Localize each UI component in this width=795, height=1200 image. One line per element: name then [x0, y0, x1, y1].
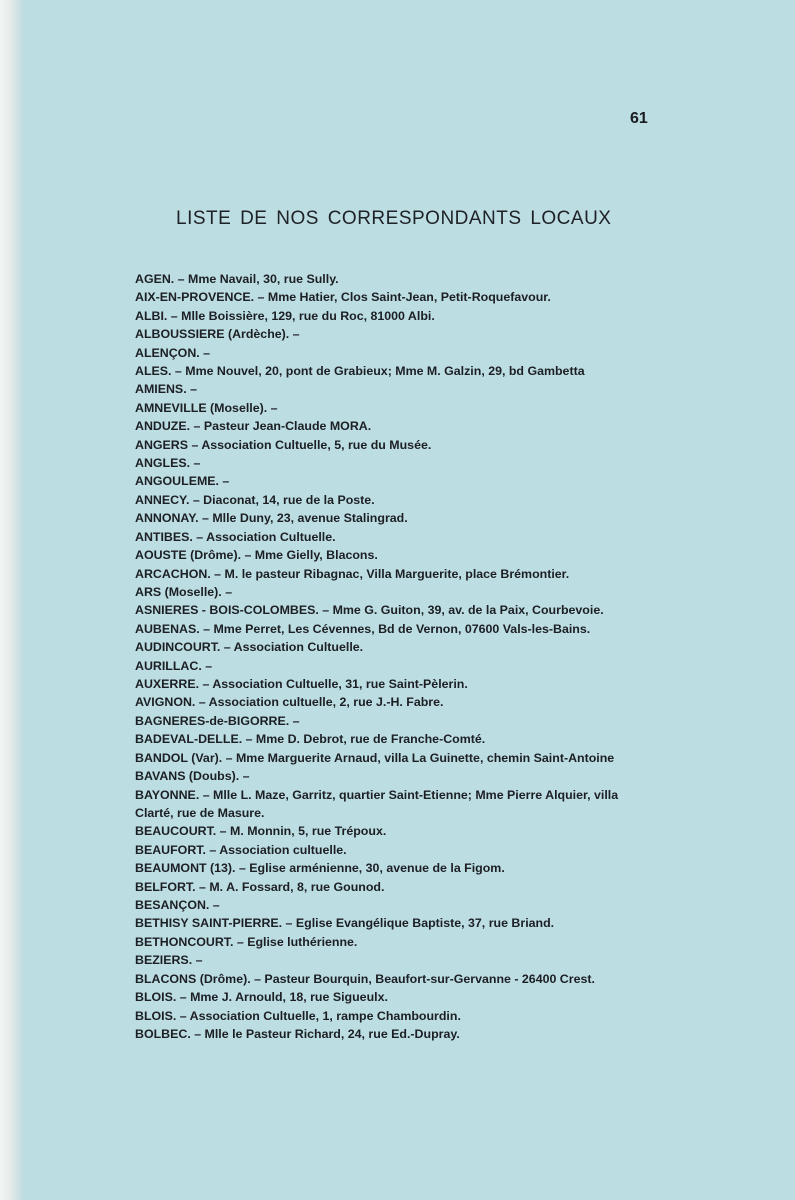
- correspondents-list-b: [135, 712, 785, 1043]
- list-item: BELFORT. – M. A. Fossard, 8, rue Gounod.: [135, 879, 385, 894]
- list-item: BETHONCOURT. – Eglise luthérienne.: [135, 934, 358, 949]
- list-item: AUBENAS. – Mme Perret, Les Cévennes, Bd de Vernon, 07600 Vals-les-Bains.: [135, 621, 591, 636]
- list-item: BLOIS. – Mme J. Arnould, 18, rue Sigueulx.: [135, 990, 388, 1005]
- list-item: ALES. – Mme Nouvel, 20, pont de Grabieux; Mme M. Galzin, 29, bd Gambetta: [135, 364, 585, 379]
- list-item: AOUSTE (Drôme). – Mme Gielly, Blacons.: [135, 548, 378, 563]
- list-item: ARS (Moselle). –: [135, 584, 233, 599]
- list-item: BEAUFORT. – Association cultuelle.: [135, 842, 347, 857]
- list-item: ANTIBES. – Association Cultuelle.: [135, 529, 336, 544]
- list-item: BESANÇON. –: [135, 898, 220, 913]
- list-item: ARCACHON. – M. le pasteur Ribagnac, Villa Marguerite, place Brémontier.: [135, 566, 570, 581]
- list-item: ANGOULEME. –: [135, 474, 230, 489]
- page-title: LISTE DE NOS CORRESPONDANTS LOCAUX: [176, 208, 612, 229]
- list-item: BETHISY SAINT-PIERRE. – Eglise Evangélique Baptiste, 37, rue Briand.: [135, 916, 555, 931]
- list-item: BOLBEC. – Mlle le Pasteur Richard, 24, rue Ed.-Dupray.: [135, 1026, 460, 1041]
- list-item: ALENÇON. –: [135, 345, 211, 360]
- list-item: BLACONS (Drôme). – Pasteur Bourquin, Beaufort-sur-Gervanne - 26400 Crest.: [135, 971, 595, 986]
- list-item: ALBOUSSIERE (Ardèche). –: [135, 327, 300, 342]
- list-item: BAYONNE. – Mlle L. Maze, Garritz, quartier Saint-Etienne; Mme Pierre Alquier, villa Clarté, rue de Masure.: [135, 787, 619, 821]
- list-item: BADEVAL-DELLE. – Mme D. Debrot, rue de Franche-Comté.: [135, 732, 486, 747]
- list-item: ALBI. – Mlle Boissière, 129, rue du Roc, 81000 Albi.: [135, 308, 435, 323]
- correspondents-list-a: [135, 270, 785, 712]
- list-item: ANDUZE. – Pasteur Jean-Claude MORA.: [135, 419, 372, 434]
- list-item: AGEN. – Mme Navail, 30, rue Sully.: [135, 272, 339, 286]
- list-item: AUXERRE. – Association Cultuelle, 31, rue Saint-Pèlerin.: [135, 676, 468, 691]
- list-item: BAVANS (Doubs). –: [135, 769, 250, 784]
- list-item: BLOIS. – Association Cultuelle, 1, rampe Chambourdin.: [135, 1008, 461, 1023]
- list-item: ANGERS – Association Cultuelle, 5, rue du Musée.: [135, 437, 432, 452]
- list-item: ANNECY. – Diaconat, 14, rue de la Poste.: [135, 492, 375, 507]
- page-number: 61: [630, 110, 648, 127]
- list-item: AMIENS. –: [135, 382, 197, 397]
- list-item: AURILLAC. –: [135, 658, 213, 673]
- list-item: AUDINCOURT. – Association Cultuelle.: [135, 640, 364, 655]
- list-item: ANNONAY. – Mlle Duny, 23, avenue Stalingrad.: [135, 511, 408, 526]
- list-item: BEAUCOURT. – M. Monnin, 5, rue Trépoux.: [135, 824, 387, 839]
- list-item: BANDOL (Var). – Mme Marguerite Arnaud, villa La Guinette, chemin Saint-Antoine: [135, 750, 615, 765]
- page-binding-edge: [0, 0, 24, 1200]
- list-item: AMNEVILLE (Moselle). –: [135, 400, 278, 415]
- list-item: BEZIERS. –: [135, 953, 203, 968]
- list-item: BEAUMONT (13). – Eglise arménienne, 30, avenue de la Figom.: [135, 861, 505, 876]
- list-item: ASNIERES - BOIS-COLOMBES. – Mme G. Guiton, 39, av. de la Paix, Courbevoie.: [135, 603, 604, 618]
- list-item: AVIGNON. – Association cultuelle, 2, rue J.-H. Fabre.: [135, 695, 444, 710]
- list-item: BAGNERES-de-BIGORRE. –: [135, 714, 300, 728]
- list-item: AIX-EN-PROVENCE. – Mme Hatier, Clos Saint-Jean, Petit-Roquefavour.: [135, 290, 551, 305]
- list-item: ANGLES. –: [135, 456, 201, 471]
